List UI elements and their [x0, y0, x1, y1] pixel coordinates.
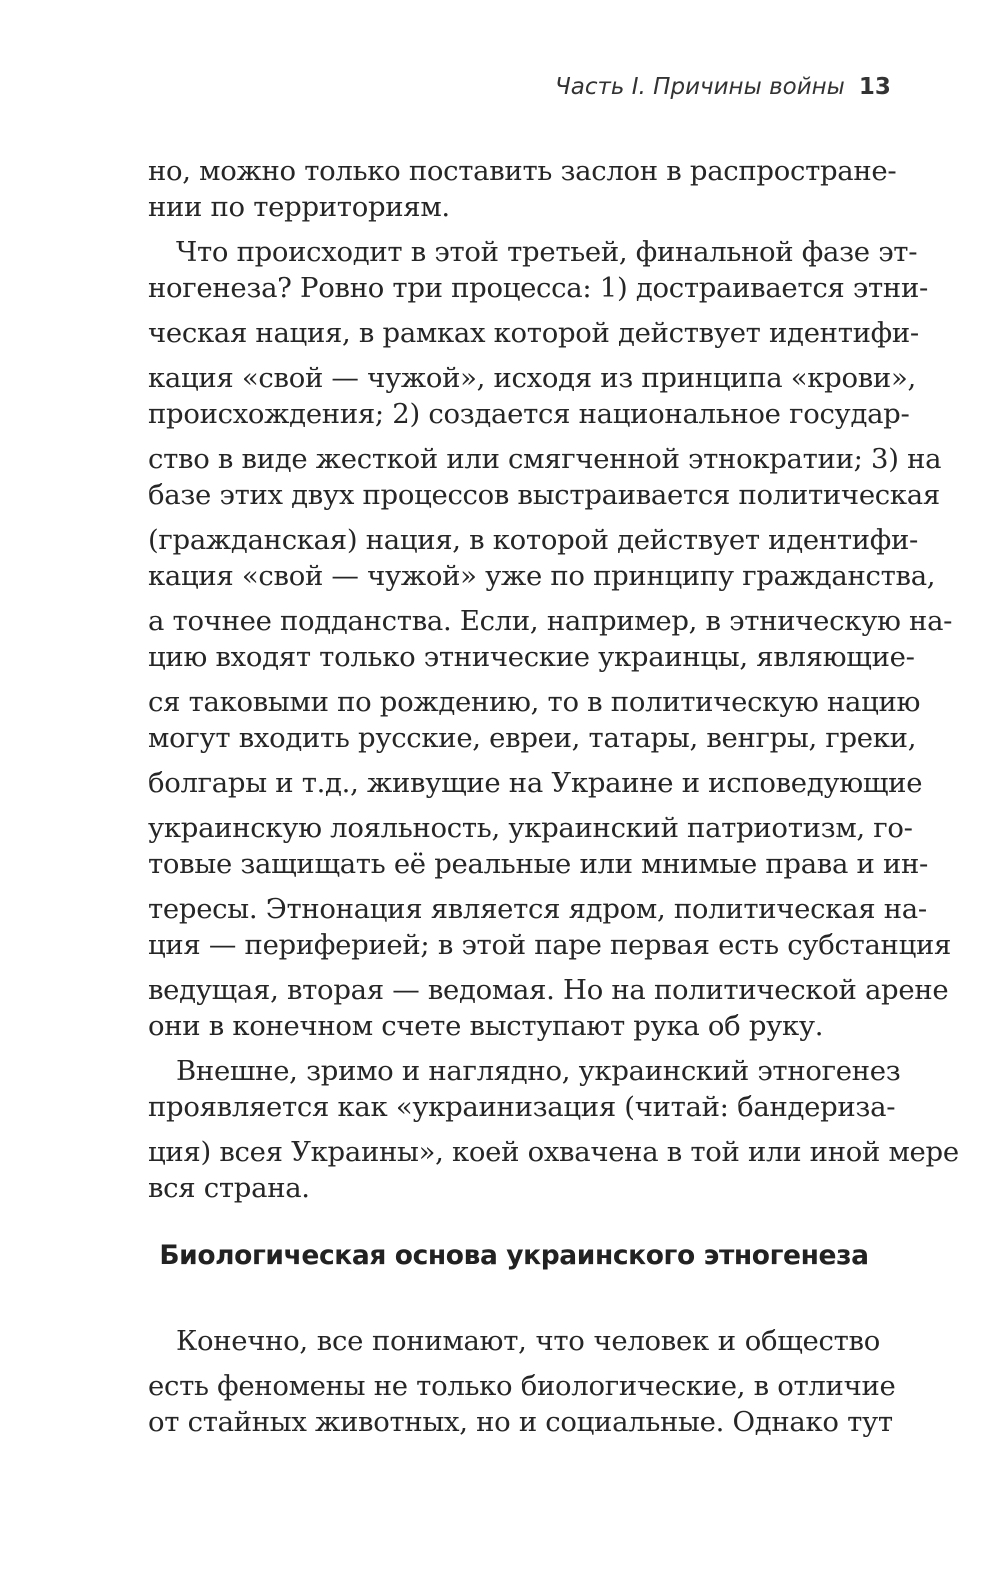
running-title: Часть I. Причины войны: [555, 74, 845, 100]
text-line: ногенеза? Ровно три процесса: 1) достраивается этни-: [148, 272, 928, 304]
text-line: вся страна.: [148, 1172, 310, 1204]
text-line: ция — периферией; в этой паре первая есть субстанция: [148, 929, 952, 961]
text-line: базе этих двух процессов выстраивается политическая: [148, 479, 940, 511]
text-line: украинскую лояльность, украинский патриотизм, го-: [148, 812, 913, 844]
text-line: товые защищать её реальные или мнимые права и ин-: [148, 848, 929, 880]
text-line: цию входят только этнические украинцы, являющие-: [148, 641, 915, 673]
text-line: ство в виде жесткой или смягченной этнократии; 3) на: [148, 443, 942, 475]
text-line: ческая нация, в рамках которой действует идентифи-: [148, 317, 919, 349]
text-line: могут входить русские, евреи, татары, венгры, греки,: [148, 722, 917, 754]
text-line: ведущая, вторая — ведомая. Но на политической арене: [148, 974, 949, 1006]
text-line: кация «свой — чужой», исходя из принципа «крови»,: [148, 362, 916, 394]
text-line: ция) всея Украины», коей охвачена в той или иной мере: [148, 1136, 959, 1168]
page-number: 13: [858, 74, 891, 100]
text-line: проявляется как «украинизация (читай: бандериза-: [148, 1091, 896, 1123]
text-line: Конечно, все понимают, что человек и общество: [176, 1325, 880, 1357]
text-line: от стайных животных, но и социальные. Однако тут: [148, 1406, 893, 1438]
text-line: но, можно только поставить заслон в распростране-: [148, 155, 897, 187]
text-line: происхождения; 2) создается национальное государ-: [148, 398, 910, 430]
text-line: кация «свой — чужой» уже по принципу гражданства,: [148, 560, 936, 592]
section-heading: Биологическая основа украинского этногенеза: [159, 1240, 869, 1271]
running-head: [555, 74, 891, 100]
text-line: ся таковыми по рождению, то в политическую нацию: [148, 686, 921, 718]
text-line: они в конечном счете выступают рука об руку.: [148, 1010, 824, 1042]
text-line: Внешне, зримо и наглядно, украинский этногенез: [176, 1055, 901, 1087]
text-line: тересы. Этнонация является ядром, политическая на-: [148, 893, 927, 925]
text-line: есть феномены не только биологические, в отличие: [148, 1370, 896, 1402]
text-line: нии по территориям.: [148, 191, 450, 223]
text-line: Что происходит в этой третьей, финальной фазе эт-: [176, 236, 918, 268]
text-line: (гражданская) нация, в которой действует идентифи-: [148, 524, 919, 556]
text-line: а точнее подданства. Если, например, в этническую на-: [148, 605, 953, 637]
text-line: болгары и т.д., живущие на Украине и исповедующие: [148, 767, 923, 799]
